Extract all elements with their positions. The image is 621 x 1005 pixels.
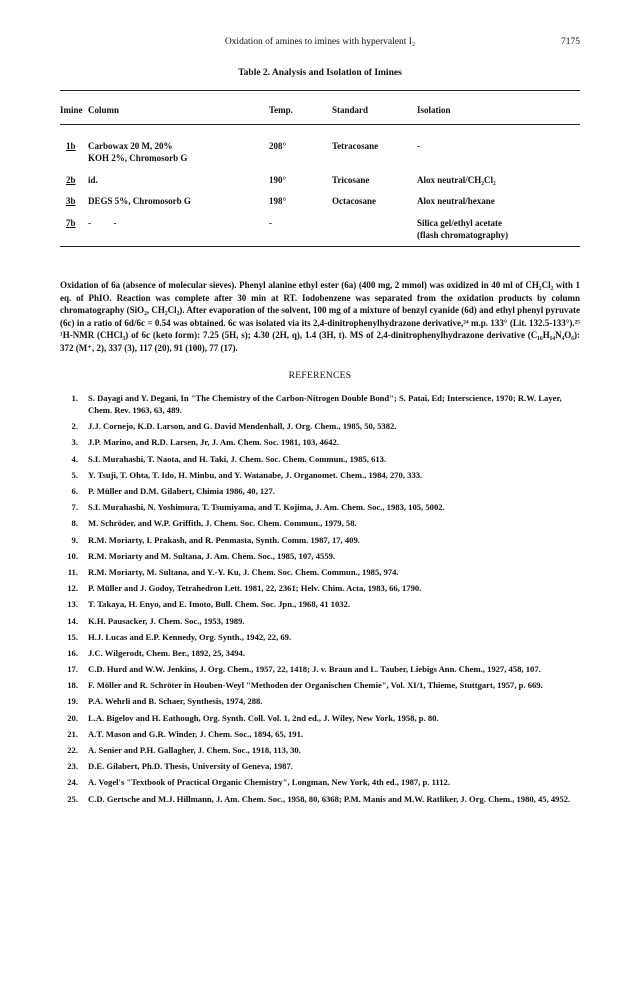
references-heading: REFERENCES bbox=[288, 371, 352, 381]
reference-text: C.D. Hurd and W.W. Jenkins, J. Org. Chem., 1957, 22, 1418; J. v. Braun and L. Tauber, Liebigs Ann. Chem., 1927, 458, 107. bbox=[88, 664, 541, 675]
reference-item bbox=[60, 679, 580, 691]
reference-text: S.I. Murahashi, T. Naota, and H. Taki, J. Chem. Soc. Chem. Commun., 1985, 613. bbox=[88, 453, 387, 464]
cell-temp: 208° bbox=[269, 141, 287, 151]
reference-text: Y. Tsuji, T. Ohta, T. Ido, H. Minbu, and Y. Watanabe, J. Organomet. Chem., 1984, 270, 333. bbox=[88, 469, 423, 480]
reference-number: 1. bbox=[71, 393, 78, 403]
cell-imine: 7b bbox=[66, 218, 76, 228]
reference-number: 6. bbox=[71, 486, 78, 497]
running-title: Oxidation of amines to imines with hypervalent I₂ bbox=[224, 37, 416, 47]
reference-item bbox=[60, 550, 580, 562]
reference-item bbox=[60, 647, 580, 659]
reference-text: F. Möller and R. Schröter in Houben-Weyl "Methoden der Organischen Chemie", Vol. XI/1, Thieme, Stuttgart, 1957, p. 669. bbox=[88, 680, 543, 691]
cell-isolation: Alox neutral/CH₂Cl₂ bbox=[417, 175, 496, 185]
reference-number: 4. bbox=[71, 453, 78, 464]
reference-number: 8. bbox=[71, 518, 78, 529]
references-list bbox=[60, 392, 580, 809]
cell-imine: 3b bbox=[66, 196, 76, 206]
reference-text: C.D. Gertsche and M.J. Hillmann, J. Am. Chem. Soc., 1958, 80, 6368; P.M. Manis and M.W. Ratliker, J. Org. Chem., 1980, 45, 4952. bbox=[88, 793, 571, 804]
reference-number: 10. bbox=[67, 550, 78, 561]
running-header bbox=[60, 37, 580, 51]
reference-item bbox=[60, 582, 580, 594]
reference-number: 20. bbox=[67, 712, 78, 723]
cell-column: id. bbox=[88, 175, 98, 185]
reference-text: R.M. Moriarty, I. Prakash, and R. Penmasta, Synth. Comm. 1987, 17, 409. bbox=[88, 534, 360, 545]
reference-item bbox=[60, 760, 580, 772]
reference-text: P. Müller and J. Godoy, Tetrahedron Lett. 1981, 22, 2361; Helv. Chim. Acta, 1983, 66, 1790. bbox=[88, 583, 422, 594]
reference-number: 19. bbox=[67, 696, 78, 707]
cell-standard: Octacosane bbox=[332, 196, 376, 206]
cell-temp: 198° bbox=[269, 196, 287, 206]
table-top-rule bbox=[60, 90, 580, 91]
reference-text: S.I. Murahashi, N. Yoshimura, T. Tsumiyama, and T. Kojima, J. Am. Chem. Soc., 1983, 105, 5002. bbox=[88, 502, 445, 513]
reference-item bbox=[60, 728, 580, 740]
reference-item bbox=[60, 615, 580, 627]
reference-number: 13. bbox=[67, 599, 78, 610]
reference-item bbox=[60, 744, 580, 756]
cell-column: Carbowax 20 M, 20% KOH 2%, Chromosorb G bbox=[88, 141, 188, 163]
reference-text: T. Takaya, H. Enyo, and E. Imoto, Bull. Chem. Soc. Jpn., 1968, 41 1032. bbox=[88, 599, 351, 610]
reference-text: R.M. Moriarty, M. Sultana, and Y.-Y. Ku, J. Chem. Soc. Chem. Commun., 1985, 974. bbox=[88, 566, 399, 577]
cell-temp: - bbox=[269, 218, 272, 228]
reference-number: 23. bbox=[67, 761, 78, 772]
cell-column: - - bbox=[88, 218, 117, 228]
reference-text: P. Müller and D.M. Gilabert, Chimia 1986, 40, 127. bbox=[88, 486, 275, 497]
reference-number: 16. bbox=[67, 647, 78, 658]
experimental-paragraph: Oxidation of 6a (absence of molecular sieves). Phenyl alanine ethyl ester (6a) (400 mg, 2 mmol) was oxidized in 40 ml of CH₂Cl₂ with 1 eq. of PhIO. Reaction was complete after 30 min at RT. Iodobenzene was separated from the oxidation products by column chromatography (SiO₂, CH₂Cl₂). After evaporation of the solvent, 100 mg of a mixture of benzyl cyanide (6d) and ethyl phenyl pyruvate (6c) in a ratio of 6d/6c = 0.54 was obtained. 6c was isolated via its 2,4-dinitrophenylhydrazone derivative,²⁴ m.p. 133° (Lit. 132.5-133°).²⁵ ¹H-NMR (CHCl₃) of 6c (keto form): 7.25 (5H, s); 4.30 (2H, q), 1.4 (3H, t). MS of 2,4-dinitrophenylhydrazone derivative (C₁₆H₁₄N₄O₆): 372 (M⁺, 2), 337 (3), 117 (20), 91 (100), 77 (17). bbox=[60, 280, 580, 353]
cell-isolation: Alox neutral/hexane bbox=[417, 196, 495, 206]
column-header-isolation: Isolation bbox=[417, 105, 451, 115]
reference-item bbox=[60, 469, 580, 481]
reference-number: 5. bbox=[71, 469, 78, 480]
reference-item bbox=[60, 485, 580, 497]
reference-text: M. Schröder, and W.P. Griffith, J. Chem. Soc. Chem. Commun., 1979, 58. bbox=[88, 518, 357, 529]
reference-number: 11. bbox=[67, 566, 78, 577]
reference-text: D.E. Gilabert, Ph.D. Thesis, University of Geneva, 1987. bbox=[88, 761, 293, 772]
reference-number: 22. bbox=[67, 745, 78, 756]
column-header-imine: Imine bbox=[60, 105, 83, 115]
reference-number: 12. bbox=[67, 583, 78, 594]
reference-number: 24. bbox=[67, 777, 78, 788]
reference-item bbox=[60, 566, 580, 578]
reference-item bbox=[60, 598, 580, 610]
reference-item bbox=[60, 663, 580, 675]
cell-isolation: - bbox=[417, 141, 420, 151]
reference-text: A. Senier and P.H. Gallagher, J. Chem. Soc., 1918, 113, 30. bbox=[88, 745, 301, 756]
reference-item bbox=[60, 695, 580, 707]
reference-text: A. Vogel's "Textbook of Practical Organic Chemistry", Longman, New York, 4th ed., 1987, p. 1112. bbox=[88, 777, 450, 788]
reference-text: L.A. Bigelov and H. Eathough, Org. Synth. Coll. Vol. 1, 2nd ed., J. Wiley, New York, 1958, p. 80. bbox=[88, 712, 439, 723]
reference-text: H.J. Lucas and E.P. Kennedy, Org. Synth., 1942, 22, 69. bbox=[88, 631, 292, 642]
cell-column: DEGS 5%, Chromosorb G bbox=[88, 196, 191, 206]
reference-item bbox=[60, 420, 580, 432]
reference-number: 15. bbox=[67, 631, 78, 642]
reference-number: 9. bbox=[71, 534, 78, 545]
column-header-column: Column bbox=[88, 105, 120, 115]
reference-item bbox=[60, 712, 580, 724]
reference-item bbox=[60, 436, 580, 448]
reference-item bbox=[60, 453, 580, 465]
reference-text: J.J. Cornejo, K.D. Larson, and G. David Mendenhall, J. Org. Chem., 1985, 50, 5382. bbox=[88, 421, 397, 432]
reference-item bbox=[60, 793, 580, 805]
reference-number: 2. bbox=[71, 421, 78, 432]
cell-temp: 190° bbox=[269, 175, 287, 185]
reference-number: 14. bbox=[67, 615, 78, 626]
reference-number: 3. bbox=[71, 437, 78, 448]
reference-number: 25. bbox=[67, 793, 78, 804]
cell-imine: 1b bbox=[66, 141, 76, 151]
reference-number: 18. bbox=[67, 680, 78, 691]
table-title: Table 2. Analysis and Isolation of Imines bbox=[238, 68, 402, 78]
cell-standard: Tricosane bbox=[332, 175, 370, 185]
reference-text: R.M. Moriarty and M. Sultana, J. Am. Chem. Soc., 1985, 107, 4559. bbox=[88, 550, 336, 561]
column-header-standard: Standard bbox=[332, 105, 369, 115]
cell-isolation: Silica gel/ethyl acetate (flash chromatography) bbox=[417, 218, 509, 240]
reference-item bbox=[60, 631, 580, 643]
reference-text: J.P. Marino, and R.D. Larsen, Jr, J. Am. Chem. Soc. 1981, 103, 4642. bbox=[88, 437, 339, 448]
reference-item bbox=[60, 534, 580, 546]
reference-item bbox=[60, 392, 580, 416]
reference-number: 17. bbox=[67, 664, 78, 675]
reference-text: P.A. Wehrli and B. Schaer, Synthesis, 1974, 288. bbox=[88, 696, 263, 707]
reference-item bbox=[60, 501, 580, 513]
reference-text: S. Dayagi and Y. Degani, In "The Chemistry of the Carbon-Nitrogen Double Bond"; S. Patai, Ed; Interscience, 1970; R.W. Layer, Chem. Rev. 1963, 63, 489. bbox=[88, 393, 562, 416]
reference-text: A.T. Mason and G.R. Winder, J. Chem. Soc., 1894, 65, 191. bbox=[88, 728, 304, 739]
reference-number: 21. bbox=[67, 728, 78, 739]
cell-standard: Tetracosane bbox=[332, 141, 379, 151]
table-bottom-rule bbox=[60, 246, 580, 247]
reference-number: 7. bbox=[71, 502, 78, 513]
table-header-rule bbox=[60, 124, 580, 125]
column-header-temp: Temp. bbox=[269, 105, 293, 115]
reference-text: J.C. Wilgerodt, Chem. Ber., 1892, 25, 3494. bbox=[88, 647, 245, 658]
page-number: 7175 bbox=[561, 37, 580, 47]
cell-imine: 2b bbox=[66, 175, 76, 185]
reference-text: K.H. Pausacker, J. Chem. Soc., 1953, 1989. bbox=[88, 615, 245, 626]
reference-item bbox=[60, 517, 580, 529]
reference-item bbox=[60, 776, 580, 788]
